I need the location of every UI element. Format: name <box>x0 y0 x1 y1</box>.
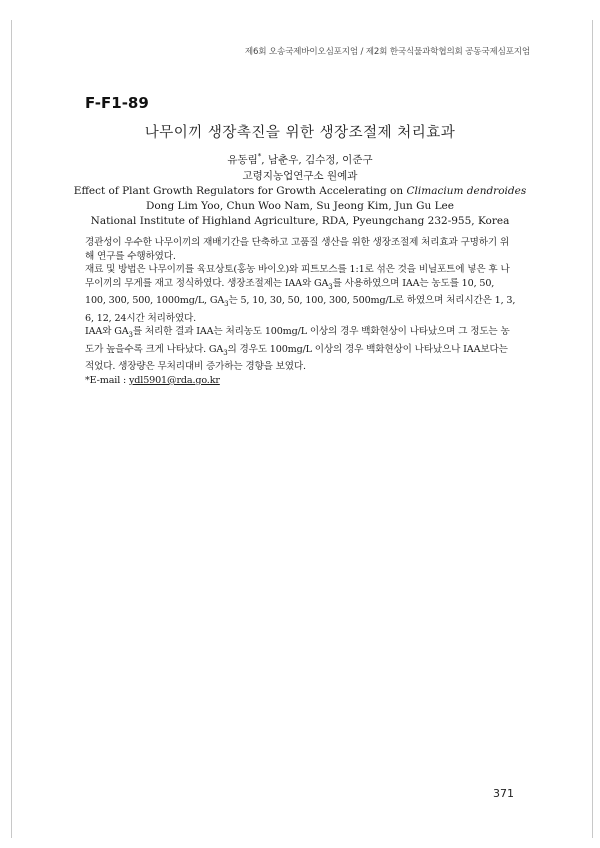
paper-title-english <box>0 185 600 197</box>
email-link[interactable]: ydl5901@rda.go.kr <box>129 374 220 386</box>
results-text-c: 의 경우도 100mg/L 이상의 경우 백화현상이 나타났으나 IAA보다는 적었다. 생장량은 무처리대비 증가하는 경향을 보였다. <box>85 343 508 373</box>
first-author: 유동림 <box>227 154 258 166</box>
subscript-3: 3 <box>224 300 229 309</box>
methods-text-b: 를 사용하였으며 IAA는 농도를 10, 50, 100, 300, 500, 1000mg/L, GA <box>85 277 495 307</box>
paper-code: F-F1-89 <box>85 94 149 112</box>
species-name: Climacium dendroides <box>406 185 527 197</box>
page-number: 371 <box>493 787 514 800</box>
abstract-paragraph-1: 경관성이 우수한 나무이끼의 재배기간을 단축하고 고품질 생산을 위한 생장조절제 처리효과 구명하기 위해 연구를 수행하였다. <box>85 237 509 262</box>
corresponding-mark: * <box>257 152 262 161</box>
paper-title-korean: 나무이끼 생장촉진을 위한 생장조절제 처리효과 <box>144 125 456 141</box>
methods-text-c: 는 5, 10, 30, 50, 100, 300, 500mg/L로 하였으며 처리시간은 1, 3, 6, 12, 24시간 처리하였다. <box>85 295 516 324</box>
page-frame <box>11 20 593 838</box>
other-authors: , 남춘우, 김수정, 이준구 <box>261 154 373 166</box>
affiliation-korean: 고령지농업연구소 원예과 <box>242 170 358 182</box>
results-text-b: 를 처리한 결과 IAA는 처리농도 100mg/L 이상의 경우 백화현상이 나타났으며 그 정도는 농도가 높을수록 크게 나타났다. GA <box>85 326 510 355</box>
authors-korean <box>0 152 600 167</box>
subscript-3: 3 <box>128 331 133 340</box>
email-line <box>85 374 517 388</box>
abstract-paragraph-3 <box>85 325 517 374</box>
email-label: *E-mail : <box>85 374 130 386</box>
affiliation-english: National Institute of Highland Agriculture, RDA, Pyeungchang 232-955, Korea <box>90 215 510 227</box>
conference-header: 제6회 오송국제바이오심포지엄 / 제2회 한국식물과학협의회 공동국제심포지엄 <box>244 47 530 57</box>
authors-english: Dong Lim Yoo, Chun Woo Nam, Su Jeong Kim, Jun Gu Lee <box>146 200 454 212</box>
title-english-text: Effect of Plant Growth Regulators for Growth Accelerating on <box>73 185 404 197</box>
results-text-a: IAA와 GA <box>85 326 129 338</box>
subscript-3: 3 <box>223 348 228 357</box>
subscript-3: 3 <box>328 282 333 291</box>
abstract <box>85 236 517 388</box>
methods-text-a: 재료 및 방법은 나무이끼를 육묘상토(홍농 바이오)와 피트모스를 1:1로 섞은 것을 비닐포트에 넣은 후 나무이끼의 무게를 재고 정식하였다. 생장조절제는 IAA와 GA <box>85 264 510 289</box>
abstract-paragraph-2 <box>85 263 517 325</box>
